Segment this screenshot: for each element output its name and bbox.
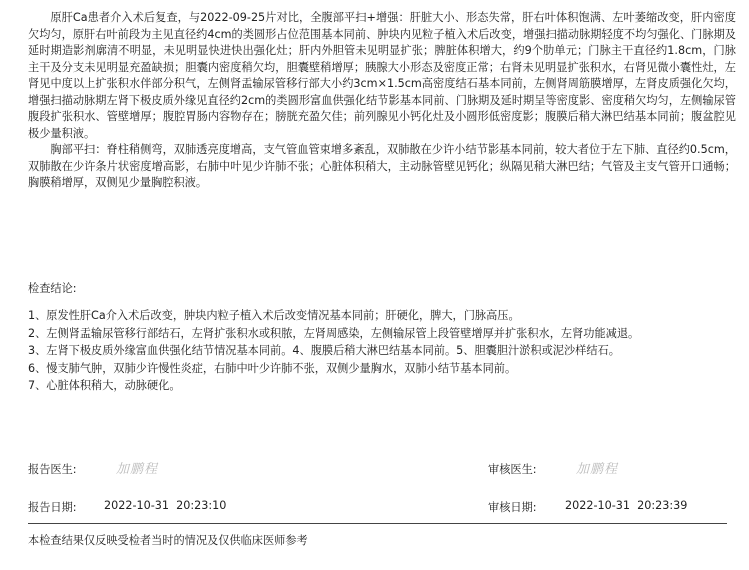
footer-divider <box>28 523 727 524</box>
review-date-label: 审核日期: <box>488 501 537 514</box>
review-doctor-signature: 加鹏程 <box>576 462 619 477</box>
report-doctor-label: 报告医生: <box>28 463 77 476</box>
findings-section <box>28 10 736 192</box>
conclusion-item: 2、左侧肾盂输尿管移行部结石，左肾扩张积水或积脓，左肾周感染，左侧输尿管上段管壁增厚并扩张积水，左肾功能减退。 <box>28 326 640 340</box>
conclusion-item: 3、左肾下极皮质外缘富血供强化结节情况基本同前。4、腹膜后稍大淋巴结基本同前。5、胆囊胆汁淤积或泥沙样结石。 <box>28 344 620 357</box>
report-date-value: 2022-10-31 20:23:10 <box>104 499 227 512</box>
abdomen-findings-paragraph: 原肝Ca患者介入术后复查，与2022-09-25片对比，全腹部平扫+增强：肝脏大小、形态失常，肝右叶体积饱满、左叶萎缩改变，肝内密度欠均匀，原肝右叶前段为主见直径约4cm的类圆形占位范围基本同前、肿块内见粒子植入术后改变，增强扫描动脉期轻度不均匀强化、门脉期及延时期造影剂廓清不明显，未见明显快进快出强化灶；肝内外胆管未见明显扩张；脾脏体积增大，约9个肋单元；门脉主干直径约1.8cm，门脉主干及分支未见明显充盈缺损；胆囊内密度稍欠均，胆囊壁稍增厚；胰腺大小形态及密度正常；右肾未见明显扩张积水，右肾见微小囊性灶，左肾见中度以上扩张积水伴部分积气，左侧肾盂输尿管移行部大小约3cm×1.5cm高密度结石基本同前，左侧肾周筋膜增厚，左肾皮质强化欠均，增强扫描动脉期左肾下极皮质外缘见直径约2cm的类圆形富血供强化结节影基本同前、门脉期及延时期呈等密度影、密度稍欠均匀，左侧输尿管腹段扩张积水、管壁增厚；腹腔胃肠内容物存在；膀胱充盈欠佳；前列腺见小钙化灶及小圆形低密度影；腹膜后稍大淋巴结基本同前；腹盆腔见极少量积液。 <box>28 11 736 140</box>
disclaimer-text: 本检查结果仅反映受检者当时的情况及仅供临床医师参考 <box>28 534 308 547</box>
report-date-label: 报告日期: <box>28 501 77 514</box>
conclusion-item: 7、心脏体积稍大，动脉硬化。 <box>28 379 181 392</box>
report-doctor-signature: 加鹏程 <box>116 462 159 477</box>
conclusion-item: 1、原发性肝Ca介入术后改变，肿块内粒子植入术后改变情况基本同前；肝硬化，脾大，门脉高压。 <box>28 309 520 322</box>
conclusion-title: 检查结论: <box>28 282 77 295</box>
review-date-value: 2022-10-31 20:23:39 <box>565 499 688 512</box>
chest-findings-paragraph: 胸部平扫：脊柱稍侧弯，双肺透亮度增高，支气管血管束增多紊乱，双肺散在少许小结节影基本同前，较大者位于左下肺、直径约0.5cm，双肺散在少许条片状密度增高影，右肺中叶见少许肺不张；心脏体积稍大，主动脉管壁见钙化；纵隔见稍大淋巴结；气管及主支气管开口通畅；胸膜稍增厚，双侧见少量胸腔积液。 <box>28 143 736 189</box>
review-doctor-label: 审核医生: <box>488 463 537 476</box>
conclusion-item: 6、慢支肺气肿，双肺少许慢性炎症，右肺中叶少许肺不张，双侧少量胸水，双肺小结节基本同前。 <box>28 361 517 375</box>
conclusion-list <box>28 307 740 395</box>
